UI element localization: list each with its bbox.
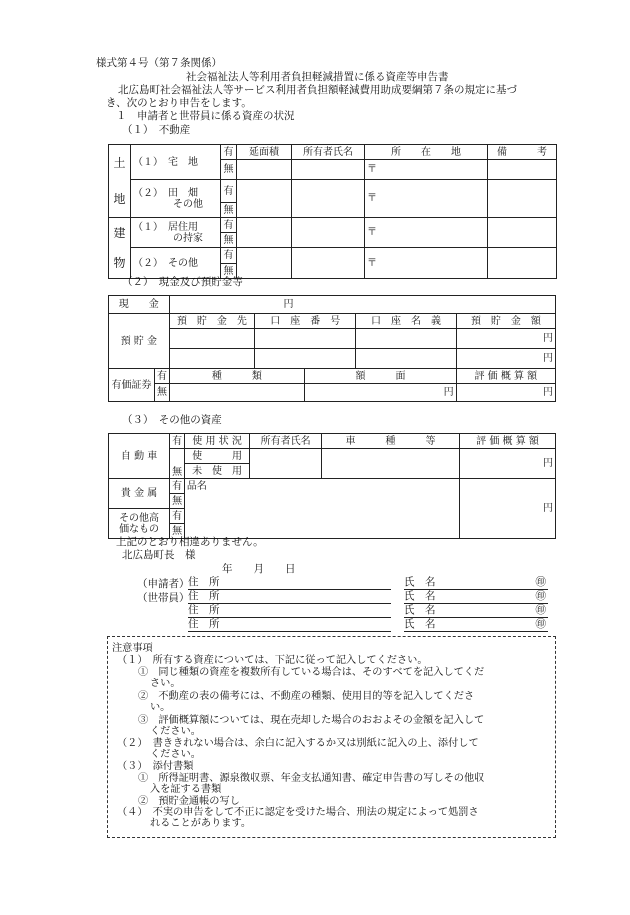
mu-label: 無 bbox=[221, 233, 237, 248]
cell-kind[interactable] bbox=[169, 384, 305, 402]
intro-line-2: き、次のとおり申告をします。 bbox=[106, 97, 252, 109]
mu-label: 無 bbox=[221, 264, 237, 279]
col-appraisal: 評 価 概 算 額 bbox=[460, 434, 556, 449]
note-1c-cont: ください。 bbox=[150, 726, 201, 737]
col-deposit-amount: 預 貯 金 額 bbox=[456, 314, 555, 329]
cell-acct-no[interactable] bbox=[255, 349, 356, 369]
confirm-text: 上記のとおり相違ありません。 bbox=[116, 536, 264, 548]
cell-appraisal[interactable]: 円 bbox=[460, 479, 556, 539]
mu-label: 無 bbox=[154, 384, 169, 402]
real-estate-heading: （１） 不動産 bbox=[122, 124, 191, 136]
mu-label: 無 bbox=[170, 449, 185, 479]
yu-label: 有 bbox=[170, 434, 185, 449]
note-3a: ① 所得証明書、源泉徴収票、年金支払通知書、確定申告書の写しその他収 bbox=[138, 773, 485, 784]
cell-bank[interactable] bbox=[169, 349, 255, 369]
document-title: 社会福祉法人等利用者負担軽減措置に係る資産等申告書 bbox=[186, 71, 449, 83]
notes-box bbox=[107, 636, 556, 838]
usage-used[interactable]: 使 用 bbox=[184, 449, 249, 464]
cell-owner[interactable] bbox=[292, 248, 365, 279]
col-account-number: 口 座 番 号 bbox=[255, 314, 356, 329]
cell-appraisal[interactable]: 円 bbox=[460, 449, 556, 479]
col-model: 車 種 等 bbox=[321, 434, 459, 449]
mayor-address: 北広島町長 様 bbox=[122, 549, 196, 561]
member-label: （世帯員） bbox=[137, 592, 190, 604]
col-account-name: 口 座 名 義 bbox=[356, 314, 456, 329]
note-1c: ③ 評価概算額については、現在売却した場合のおおよその金額を記入して bbox=[138, 715, 485, 726]
cell-amount[interactable]: 円 bbox=[456, 329, 555, 349]
mu-label: 無 bbox=[221, 160, 237, 180]
yu-label: 有 bbox=[170, 509, 185, 524]
cell-face-value[interactable]: 円 bbox=[305, 384, 456, 402]
seal-mark: ㊞ bbox=[535, 576, 546, 588]
cash-amount[interactable]: 円 bbox=[169, 296, 555, 314]
note-3: （３） 添付書類 bbox=[117, 761, 194, 772]
note-1: （１） 所有する資産については、下記に従って記入してください。 bbox=[117, 655, 428, 666]
cell-owner[interactable] bbox=[292, 160, 365, 180]
car-label: 自 動 車 bbox=[109, 434, 170, 479]
note-3a-cont: 入を証する書類 bbox=[150, 784, 222, 795]
intro-line-1: 北広島町社会福祉法人等サービス利用者負担額軽減費用助成要綱第７条の規定に基づ bbox=[118, 84, 517, 96]
applicant-label: （申請者） bbox=[137, 578, 190, 590]
name-field-3[interactable]: 氏 名 ㊞ bbox=[404, 604, 546, 616]
cell-acct-name[interactable] bbox=[356, 349, 456, 369]
cell-area[interactable] bbox=[237, 218, 292, 248]
note-1a-cont: さい。 bbox=[150, 678, 181, 689]
mu-label: 無 bbox=[221, 203, 237, 218]
seal-mark: ㊞ bbox=[535, 590, 546, 602]
building-label: 建 物 bbox=[109, 218, 131, 279]
yu-label: 有 bbox=[154, 369, 169, 384]
address-field-3[interactable]: 住 所 bbox=[188, 604, 391, 618]
row-farmland: （２） 田 畑 その他 bbox=[131, 180, 221, 218]
cell-bank[interactable] bbox=[169, 329, 255, 349]
notes-title: 注意事項 bbox=[112, 643, 153, 654]
other-assets-table bbox=[108, 433, 556, 539]
note-1a: ① 同じ種類の資産を複数所有している場合は、そのすべてを記入してくだ bbox=[138, 667, 485, 678]
cell-acct-no[interactable] bbox=[255, 329, 356, 349]
seal-mark: ㊞ bbox=[535, 604, 546, 616]
col-owner: 所有者氏名 bbox=[250, 434, 322, 449]
note-2: （２） 書ききれない場合は、余白に記入するか又は別紙に記入の上、添付して bbox=[117, 738, 479, 749]
note-4: （４） 不実の申告をして不正に認定を受けた場合、刑法の規定によって処罰さ bbox=[117, 807, 479, 818]
address-field-2[interactable]: 住 所 bbox=[188, 590, 391, 604]
cell-remarks[interactable] bbox=[488, 248, 557, 279]
securities-label: 有価証券 bbox=[109, 369, 155, 402]
yu-label: 有 bbox=[221, 180, 237, 203]
yu-label: 有 bbox=[221, 248, 237, 264]
other-assets-heading: （３） その他の資産 bbox=[122, 414, 222, 426]
section-1-heading: １ 申請者と世帯員に係る資産の状況 bbox=[116, 110, 295, 122]
note-4-cont: れることがあります。 bbox=[150, 818, 252, 829]
cell-area[interactable] bbox=[237, 248, 292, 279]
col-floor-area: 延面積 bbox=[237, 145, 292, 160]
address-field-1[interactable]: 住 所 bbox=[188, 576, 391, 590]
cell-remarks[interactable] bbox=[488, 160, 557, 180]
precious-metal-label: 貴 金 属 bbox=[109, 479, 170, 509]
date-line: 年 月 日 bbox=[222, 563, 296, 575]
seal-mark: ㊞ bbox=[535, 618, 546, 630]
note-3b: ② 預貯金通帳の写し bbox=[138, 796, 240, 807]
real-estate-table bbox=[108, 144, 557, 279]
cell-appraisal[interactable]: 円 bbox=[456, 384, 555, 402]
col-bank: 預 貯 金 先 bbox=[169, 314, 255, 329]
cell-area[interactable] bbox=[237, 160, 292, 180]
address-field-4[interactable]: 住 所 bbox=[188, 618, 391, 632]
cell-location[interactable]: 〒 bbox=[365, 218, 488, 248]
mu-label: 無 bbox=[170, 524, 185, 539]
cell-amount[interactable]: 円 bbox=[456, 349, 555, 369]
col-owner-name: 所有者氏名 bbox=[292, 145, 365, 160]
cell-owner[interactable] bbox=[250, 449, 322, 479]
cell-owner[interactable] bbox=[292, 218, 365, 248]
col-usage: 使 用 状 況 bbox=[184, 434, 249, 449]
cell-location[interactable]: 〒 bbox=[365, 160, 488, 180]
misc-valuables-label: その他高 価なもの bbox=[109, 509, 170, 539]
cash-heading: （２） 現金及び預貯金等 bbox=[122, 276, 243, 288]
cell-remarks[interactable] bbox=[488, 218, 557, 248]
yu-label: 有 bbox=[221, 145, 237, 160]
note-1b-cont: い。 bbox=[150, 702, 171, 713]
item-name-cell[interactable]: 品名 bbox=[184, 479, 459, 539]
yu-label: 有 bbox=[170, 479, 185, 494]
form-number: 様式第４号（第７条関係） bbox=[96, 57, 222, 69]
col-appraisal: 評 価 概 算 額 bbox=[456, 369, 555, 384]
name-field-4[interactable]: 氏 名 ㊞ bbox=[404, 618, 546, 630]
row-residential-land: （１） 宅 地 bbox=[131, 145, 221, 180]
cell-acct-name[interactable] bbox=[356, 329, 456, 349]
cell-area[interactable] bbox=[237, 180, 292, 218]
mu-label: 無 bbox=[170, 494, 185, 509]
row-residence: （１） 居住用 の持家 bbox=[131, 218, 221, 248]
col-kind: 種 類 bbox=[169, 369, 305, 384]
col-face-value: 額 面 bbox=[305, 369, 456, 384]
cell-remarks[interactable] bbox=[488, 180, 557, 218]
row-other-building: （２） その他 bbox=[131, 248, 221, 279]
cell-location[interactable]: 〒 bbox=[365, 180, 488, 218]
note-2-cont: ください。 bbox=[150, 749, 201, 760]
col-location: 所 在 地 bbox=[365, 145, 488, 160]
name-field-2[interactable]: 氏 名 ㊞ bbox=[404, 590, 546, 602]
cell-location[interactable]: 〒 bbox=[365, 248, 488, 279]
note-1b: ② 不動産の表の備考には、不動産の種類、使用目的等を記入してくださ bbox=[138, 691, 475, 702]
usage-unused[interactable]: 未 使 用 bbox=[184, 464, 249, 479]
cell-owner[interactable] bbox=[292, 180, 365, 218]
cash-label: 現 金 bbox=[109, 296, 170, 314]
land-label: 土 地 bbox=[109, 145, 131, 218]
col-remarks: 備 考 bbox=[488, 145, 557, 160]
name-field-1[interactable]: 氏 名 ㊞ bbox=[404, 576, 546, 588]
yu-label: 有 bbox=[221, 218, 237, 233]
deposit-label: 預 貯 金 bbox=[109, 314, 170, 369]
cash-table bbox=[108, 295, 556, 402]
cell-model[interactable] bbox=[321, 449, 459, 479]
